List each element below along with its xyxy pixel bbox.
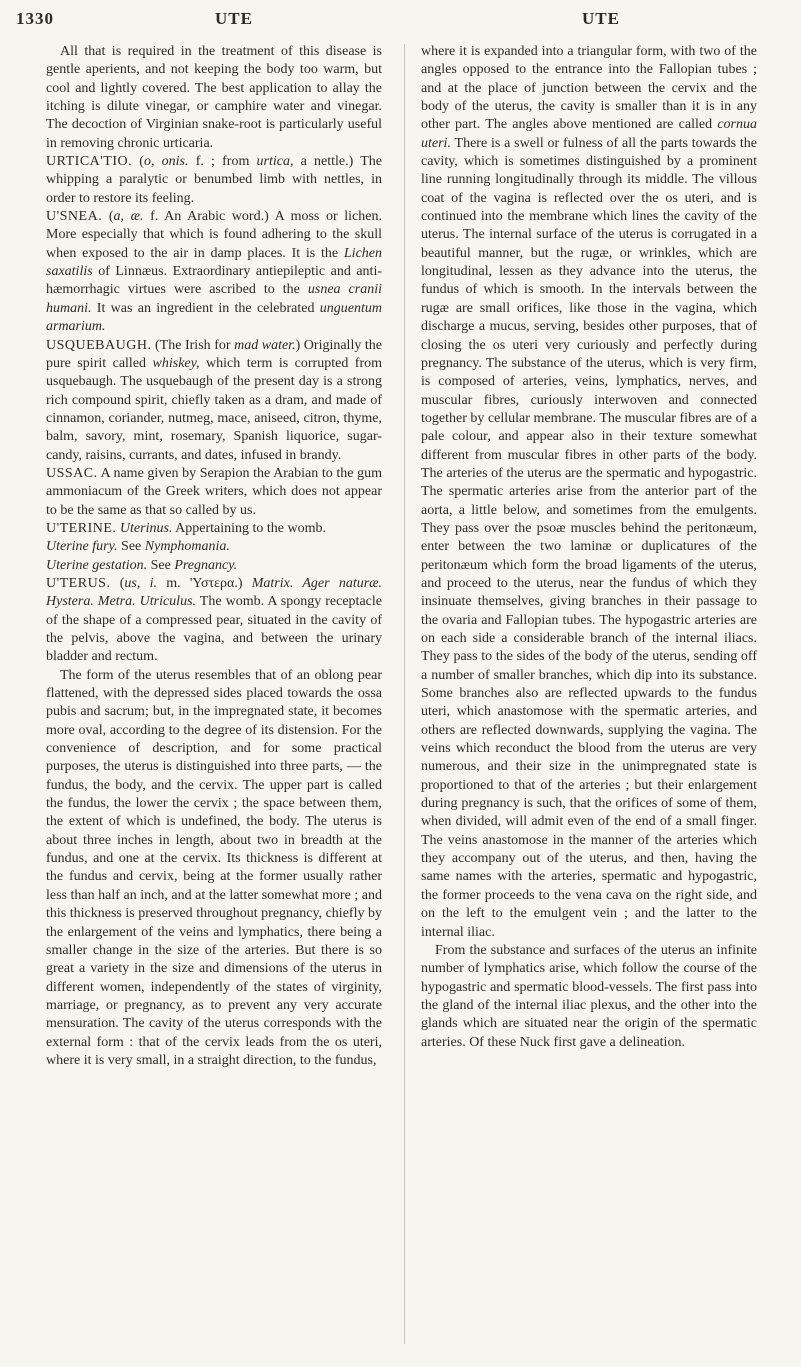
italic-text: unguentum armarium. bbox=[46, 300, 382, 335]
italic-text: us, i. bbox=[124, 575, 157, 591]
paragraph bbox=[46, 520, 382, 538]
paragraph bbox=[46, 153, 382, 208]
body-text: The womb. A spongy receptacle of the shape of a compressed pear, situated in the cavity of the pelvis, above the vagina, and between the urinary bladder and rectum. bbox=[46, 594, 382, 665]
body-text: All that is required in the treatment of this disease is gentle aperients, and not keeping the body too warm, but cool and lightly covered. The best application to allay the itching is dilute vinegar, or camphire water and vinegar. The decoction of Virginian snake-root is particularly useful in removing chronic urticaria. bbox=[46, 44, 382, 151]
italic-text: mad water. bbox=[234, 337, 296, 353]
entry-headword: U'TERINE. bbox=[46, 520, 117, 536]
body-text: ) Originally the pure spirit called bbox=[46, 337, 382, 371]
body-text: See bbox=[117, 539, 145, 555]
italic-text: Lichen saxatilis bbox=[46, 245, 382, 280]
body-text: It was an ingredient in the celebrated bbox=[91, 300, 320, 316]
entry-headword: USSAC. bbox=[46, 465, 98, 481]
paragraph bbox=[421, 43, 757, 942]
left-column bbox=[46, 43, 382, 1070]
paragraph bbox=[46, 208, 382, 336]
entry-headword: U'TERUS. bbox=[46, 575, 111, 591]
body-text: A name given by Serapion the Arabian to the gum ammoniacum of the Greek writers, which does not appear to be the same as that so called by us. bbox=[46, 465, 382, 518]
paragraph bbox=[46, 575, 382, 667]
body-text: a nettle.) The whipping a paralytic or benumbed limb with nettles, in order to restore its feeling. bbox=[46, 154, 383, 206]
page-number: 1330 bbox=[16, 9, 54, 28]
entry-headword: U'SNEA. bbox=[46, 209, 103, 225]
body-text: From the substance and surfaces of the uterus an infinite number of lymphatics arise, which follow the course of the hypogastric and spermatic blood-vessels. The first pass into the gland of the internal iliac plexus, and the other into the glands which are situated near the origin of the spermatic arteries. Of these Nuck first gave a delineation. bbox=[421, 942, 757, 1050]
body-text: where it is expanded into a triangular form, with two of the angles opposed to the entrance into the Fallopian tubes ; and at the place of junction between the cervix and the body of the uterus, the cavity is smaller than it is in any other part. The angles above mentioned are called bbox=[421, 44, 757, 133]
body-text: m. 'Υστερα.) bbox=[157, 575, 252, 591]
paragraph bbox=[46, 667, 382, 1071]
body-text: ( bbox=[102, 209, 114, 225]
body-text: which term is corrupted from usquebaugh. The usquebaugh of the present day is a strong rich compound spirit, chiefly taken as a dram, and made of cinnamon, coriander, nutmeg, mace, aniseed, citron, thyme, balm, savory, mint, rosemary, Spanish liquorice, sugar-candy, raisins, currants, and dates, infused in brandy. bbox=[46, 355, 383, 463]
body-text: ( bbox=[110, 575, 125, 591]
italic-text: usnea cranii humani. bbox=[46, 282, 382, 316]
right-column bbox=[421, 43, 757, 1052]
running-head-right: UTE bbox=[582, 9, 620, 28]
paragraph bbox=[46, 43, 382, 153]
body-text: There is a swell or fulness of all the parts towards the cavity, which is sometimes distinguished by a prominent line running longitudinally through its middle. The villous coat of the vagina is reflected over the os uteri, and is continued into the membrane which lines the cavity of the uterus. The internal surface of the uterus is corrugated in a beautiful manner, but the rugæ, or wrinkles, which are longitudinal, lessen as they advance into the uterus, the fundus of which is smooth. In the intervals between the rugæ are small orifices, like those in the vagina, which discharge a mucus, serving, besides other purposes, that of closing the os uteri very curiously and perfectly during pregnancy. The substance of the uterus, which is very firm, is composed of arteries, veins, lymphatics, nerves, and muscular fibres, curiously interwoven and connected together by cellular membrane. The muscular fibres are of a pale colour, and appear also in their texture somewhat different from muscular fibres in other parts of the body. The arteries of the uterus are the spermatic and hypogastric. The spermatic arteries arise from the anterior part of the aorta, a little below, and sometimes from the emulgents. They pass over the psoæ muscles behind the peritonæum, enter between the two laminæ or duplicatures of the peritonæum which form the broad ligaments of the uterus, and proceed to the uterus, near the fundus of which they insinuate themselves, giving branches in their passage to the ovaria and Fallopian tubes. The hypogastric arteries are on each side a considerable branch of the internal iliacs. They pass to the sides of the body of the uterus, sending off a number of smaller branches, which dip into its substance. Some branches also are reflected upwards to the fundus uteri, which anastomose with the spermatic arteries, and others are reflected downwards, supplying the vagina. The veins which reconduct the blood from the uterus are very numerous, and their size in the unimpregnated state is proportioned to that of the arteries ; but their enlargement during pregnancy is such, that the orifices of some of them, when divided, will admit even of the end of a small finger. The veins anastomose in the manner of the arteries which they accompany out of the uterus, and then, having the same names with the arteries, spermatic and hypogastric, the former proceeds to the vena cava on the right side, and on the left to the emulgent vein ; and the latter to the internal iliac. bbox=[421, 135, 757, 940]
italic-text: a, æ. bbox=[113, 209, 144, 225]
body-text: See bbox=[147, 557, 175, 573]
column-divider bbox=[404, 44, 405, 1344]
italic-text: Uterinus. bbox=[119, 520, 173, 536]
body-text: (The Irish for bbox=[151, 337, 235, 353]
italic-text: whiskey, bbox=[152, 355, 200, 371]
italic-text: Pregnancy. bbox=[174, 557, 238, 573]
entry-headword: USQUEBAUGH. bbox=[46, 337, 152, 353]
body-text: of Linnæus. Extraordinary antiepileptic and anti-hæmorrhagic virtues were ascribed to the bbox=[46, 264, 382, 298]
italic-text: Matrix. Ager naturæ. Hystera. Metra. Utriculus. bbox=[46, 575, 382, 610]
italic-text: cornua uteri. bbox=[421, 117, 757, 151]
italic-text: Nymphomania. bbox=[144, 539, 230, 555]
entry-headword: URTICA'TIO. bbox=[46, 154, 133, 170]
body-text: The form of the uterus resembles that of an oblong pear flattened, with the depressed sides placed towards the ossa pubis and sacrum; but, in the impregnated state, it becomes more oval, according to the degree of its distension. For the convenience of description, and for some practical purposes, the uterus is distinguished into three parts, — the fundus, the body, and the cervix. The upper part is called the fundus, the lower the cervix ; the space between them, the extent of which is undefined, the body. The uterus is about three inches in length, about two in breadth at the fundus, and one at the cervix. Its thickness is different at the fundus and cervix, being at the former usually rather less than half an inch, and at the latter somewhat more ; and this thickness is preserved throughout pregnancy, chiefly by the enlargement of the veins and lymphatics, there being a smaller change in the size of the arteries. But there is so great a variety in the size and dimensions of the uterus in different women, independently of the states of virginity, marriage, or pregnancy, as to prevent any very accurate mensuration. The cavity of the uterus corresponds with the external form : that of the cervix leads from the os uteri, where it is very small, in a straight direction, to the fundus, bbox=[46, 667, 382, 1068]
italic-text: Uterine fury. bbox=[46, 539, 118, 555]
paragraph bbox=[46, 337, 382, 465]
body-text: f. An Arabic word.) A moss or lichen. More especially that which is found adhering to the skull when exposed to the air in damp places. It is the bbox=[46, 209, 382, 261]
italic-text: o, onis. bbox=[143, 154, 189, 170]
italic-text: Uterine gestation. bbox=[46, 557, 148, 573]
body-text: f. ; from bbox=[188, 154, 257, 170]
body-text: Appertaining to the womb. bbox=[172, 520, 326, 536]
paragraph bbox=[46, 557, 382, 575]
running-head-left: UTE bbox=[215, 9, 253, 28]
paragraph bbox=[46, 465, 382, 520]
body-text: ( bbox=[132, 154, 144, 170]
italic-text: urtica, bbox=[256, 154, 294, 170]
paragraph bbox=[421, 942, 757, 1052]
paragraph bbox=[46, 538, 382, 556]
